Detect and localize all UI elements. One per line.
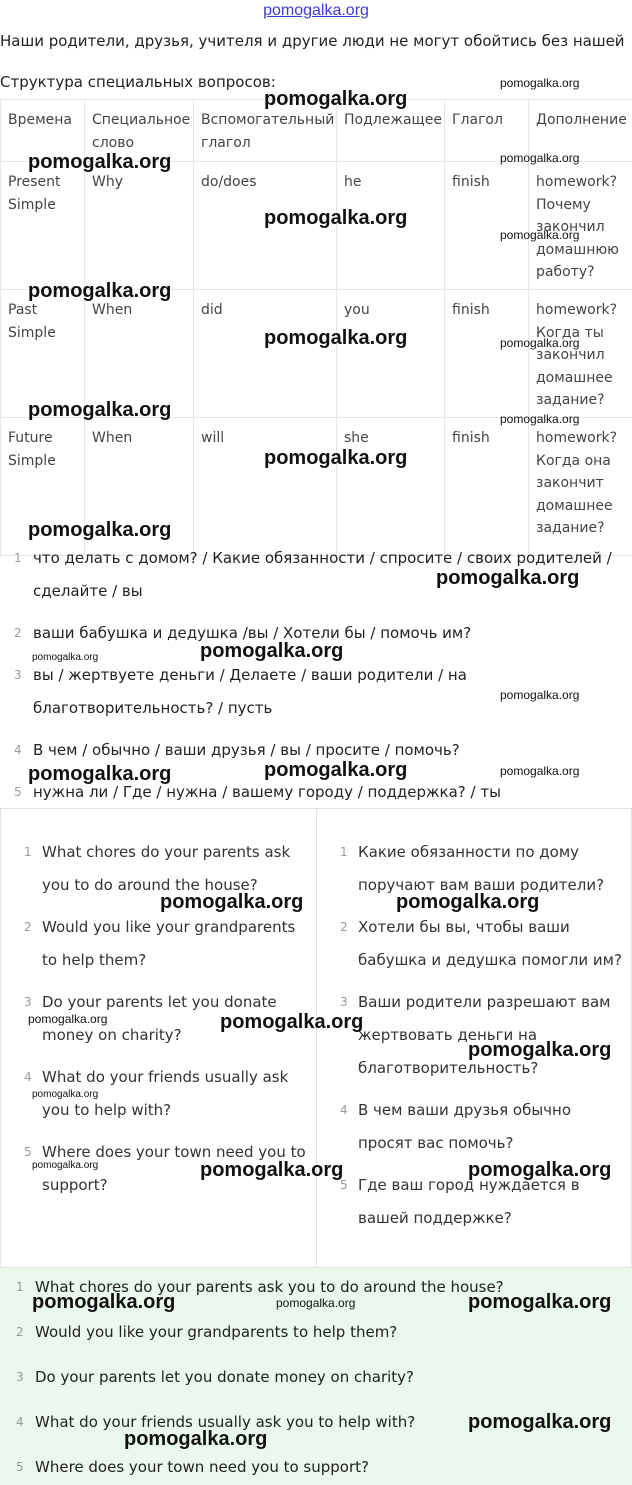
watermark: pomogalka.org — [264, 447, 408, 469]
table-cell: finish — [445, 290, 529, 418]
task-text: В чем / обычно / ваши друзья / вы / просите / помочь? — [33, 741, 460, 759]
table-header: Вспомогательный глагол — [194, 100, 337, 162]
translation-panels — [0, 808, 632, 1268]
watermark: pomogalka.org — [220, 1011, 364, 1033]
watermark: pomogalka.org — [500, 228, 580, 242]
table-cell: do/does — [194, 162, 337, 290]
watermark: pomogalka.org — [500, 412, 580, 426]
watermark: pomogalka.org — [500, 76, 580, 90]
answer-text: What chores do your parents ask you to do around the house? — [35, 1278, 504, 1296]
russian-text: В чем ваши друзья обычно просят вас помочь? — [358, 1101, 572, 1152]
russian-text: Хотели бы вы, чтобы ваши бабушка и дедушка помогли им? — [358, 918, 622, 969]
table-cell: homework? Когда она закончит домашнее задание? — [529, 418, 632, 556]
item-number: 4 — [340, 1103, 348, 1117]
table-cell: Past Simple — [1, 290, 85, 418]
table-cell: finish — [445, 162, 529, 290]
table-cell: Present Simple — [1, 162, 85, 290]
table-cell: he — [337, 162, 445, 290]
watermark: pomogalka.org — [28, 151, 172, 173]
item-number: 4 — [24, 1070, 32, 1084]
item-number: 2 — [24, 920, 32, 934]
item-number: 5 — [340, 1178, 348, 1192]
watermark: pomogalka.org — [468, 1159, 612, 1181]
site-link[interactable]: pomogalka.org — [263, 2, 369, 19]
russian-text: Какие обязанности по дому поручают вам ваши родители? — [358, 843, 605, 894]
watermark: pomogalka.org — [264, 327, 408, 349]
russian-text: Ваши родители разрешают вам жертвовать деньги на благотворительность? — [358, 993, 611, 1077]
task-text: ваши бабушка и дедушка /вы / Хотели бы / помочь им? — [33, 624, 472, 642]
watermark: pomogalka.org — [28, 280, 172, 302]
watermark: pomogalka.org — [264, 759, 408, 781]
watermark: pomogalka.org — [264, 88, 408, 110]
table-cell: will — [194, 418, 337, 556]
watermark: pomogalka.org — [500, 764, 580, 778]
item-number: 2 — [340, 920, 348, 934]
watermark: pomogalka.org — [124, 1428, 268, 1450]
task-number: 4 — [14, 743, 22, 757]
task-text: нужна ли / Где / нужна / вашему городу / поддержка? / ты — [33, 783, 501, 801]
watermark: pomogalka.org — [28, 763, 172, 785]
table-cell: homework? Когда ты закончил домашнее задание? — [529, 290, 632, 418]
item-number: 2 — [16, 1325, 24, 1339]
item-number: 3 — [24, 995, 32, 1009]
table-cell: Future Simple — [1, 418, 85, 556]
table-cell: did — [194, 290, 337, 418]
russian-item — [340, 986, 620, 1085]
watermark: pomogalka.org — [32, 1089, 99, 1100]
task-number: 2 — [14, 626, 22, 640]
table-header: Подлежащее — [337, 100, 445, 162]
english-text: Where does your town need you to support? — [42, 1143, 306, 1194]
watermark: pomogalka.org — [32, 652, 99, 663]
table-header: Глагол — [445, 100, 529, 162]
table-header: Времена — [1, 100, 85, 162]
answer-text: Do your parents let you donate money on charity? — [35, 1368, 415, 1386]
table-header: Специальное слово — [85, 100, 194, 162]
watermark: pomogalka.org — [200, 640, 344, 662]
table-cell: When — [85, 290, 194, 418]
answer-text: What do your friends usually ask you to help with? — [35, 1413, 416, 1431]
task-text: что делать с домом? / Какие обязанности / спросите / своих родителей / сделайте / вы — [33, 549, 612, 600]
intro-text: Наши родители, друзья, учителя и другие люди не могут обойтись без нашей — [0, 32, 625, 50]
watermark: pomogalka.org — [28, 399, 172, 421]
english-text: Would you like your grandparents to help them? — [42, 918, 296, 969]
item-number: 3 — [16, 1370, 24, 1384]
watermark: pomogalka.org — [160, 891, 304, 913]
watermark: pomogalka.org — [500, 336, 580, 350]
watermark: pomogalka.org — [396, 891, 540, 913]
table-cell: she — [337, 418, 445, 556]
watermark: pomogalka.org — [200, 1159, 344, 1181]
watermark: pomogalka.org — [32, 1291, 176, 1313]
item-number: 3 — [340, 995, 348, 1009]
table-cell: When — [85, 418, 194, 556]
russian-item — [340, 911, 628, 977]
watermark: pomogalka.org — [436, 567, 580, 589]
table-cell: homework? Почему закончил домашнюю работу? — [529, 162, 632, 290]
english-item — [24, 911, 304, 977]
table-cell: you — [337, 290, 445, 418]
table-cell: Why — [85, 162, 194, 290]
item-number: 4 — [16, 1415, 24, 1429]
task-number: 5 — [14, 785, 22, 799]
table-header: Дополнение — [529, 100, 632, 162]
watermark: pomogalka.org — [500, 151, 580, 165]
english-text: What chores do your parents ask you to do around the house? — [42, 843, 291, 894]
task-number: 3 — [14, 668, 22, 682]
watermark: pomogalka.org — [468, 1291, 612, 1313]
item-number: 5 — [24, 1145, 32, 1159]
watermark: pomogalka.org — [264, 207, 408, 229]
task-text: вы / жертвуете деньги / Делаете / ваши родители / на благотворительность? / пусть — [33, 666, 467, 717]
item-number: 1 — [16, 1280, 24, 1294]
panel-divider — [316, 809, 317, 1267]
english-text: Do your parents let you donate money on charity? — [42, 993, 277, 1044]
watermark: pomogalka.org — [468, 1039, 612, 1061]
watermark: pomogalka.org — [32, 1160, 99, 1171]
russian-item — [340, 1094, 620, 1160]
watermark: pomogalka.org — [28, 519, 172, 541]
item-number: 1 — [24, 845, 32, 859]
english-text: What do your friends usually ask you to help with? — [42, 1068, 289, 1119]
answer-text: Where does your town need you to support? — [35, 1458, 369, 1476]
item-number: 5 — [16, 1460, 24, 1474]
task-number: 1 — [14, 551, 22, 565]
watermark: pomogalka.org — [468, 1411, 612, 1433]
structure-title: Структура специальных вопросов: — [0, 73, 276, 91]
table-cell: finish — [445, 418, 529, 556]
watermark: pomogalka.org — [500, 688, 580, 702]
answer-text: Would you like your grandparents to help them? — [35, 1323, 398, 1341]
item-number: 1 — [340, 845, 348, 859]
watermark: pomogalka.org — [28, 1012, 108, 1026]
watermark: pomogalka.org — [276, 1296, 356, 1310]
russian-text: Где ваш город нуждается в вашей поддержке? — [358, 1176, 580, 1227]
